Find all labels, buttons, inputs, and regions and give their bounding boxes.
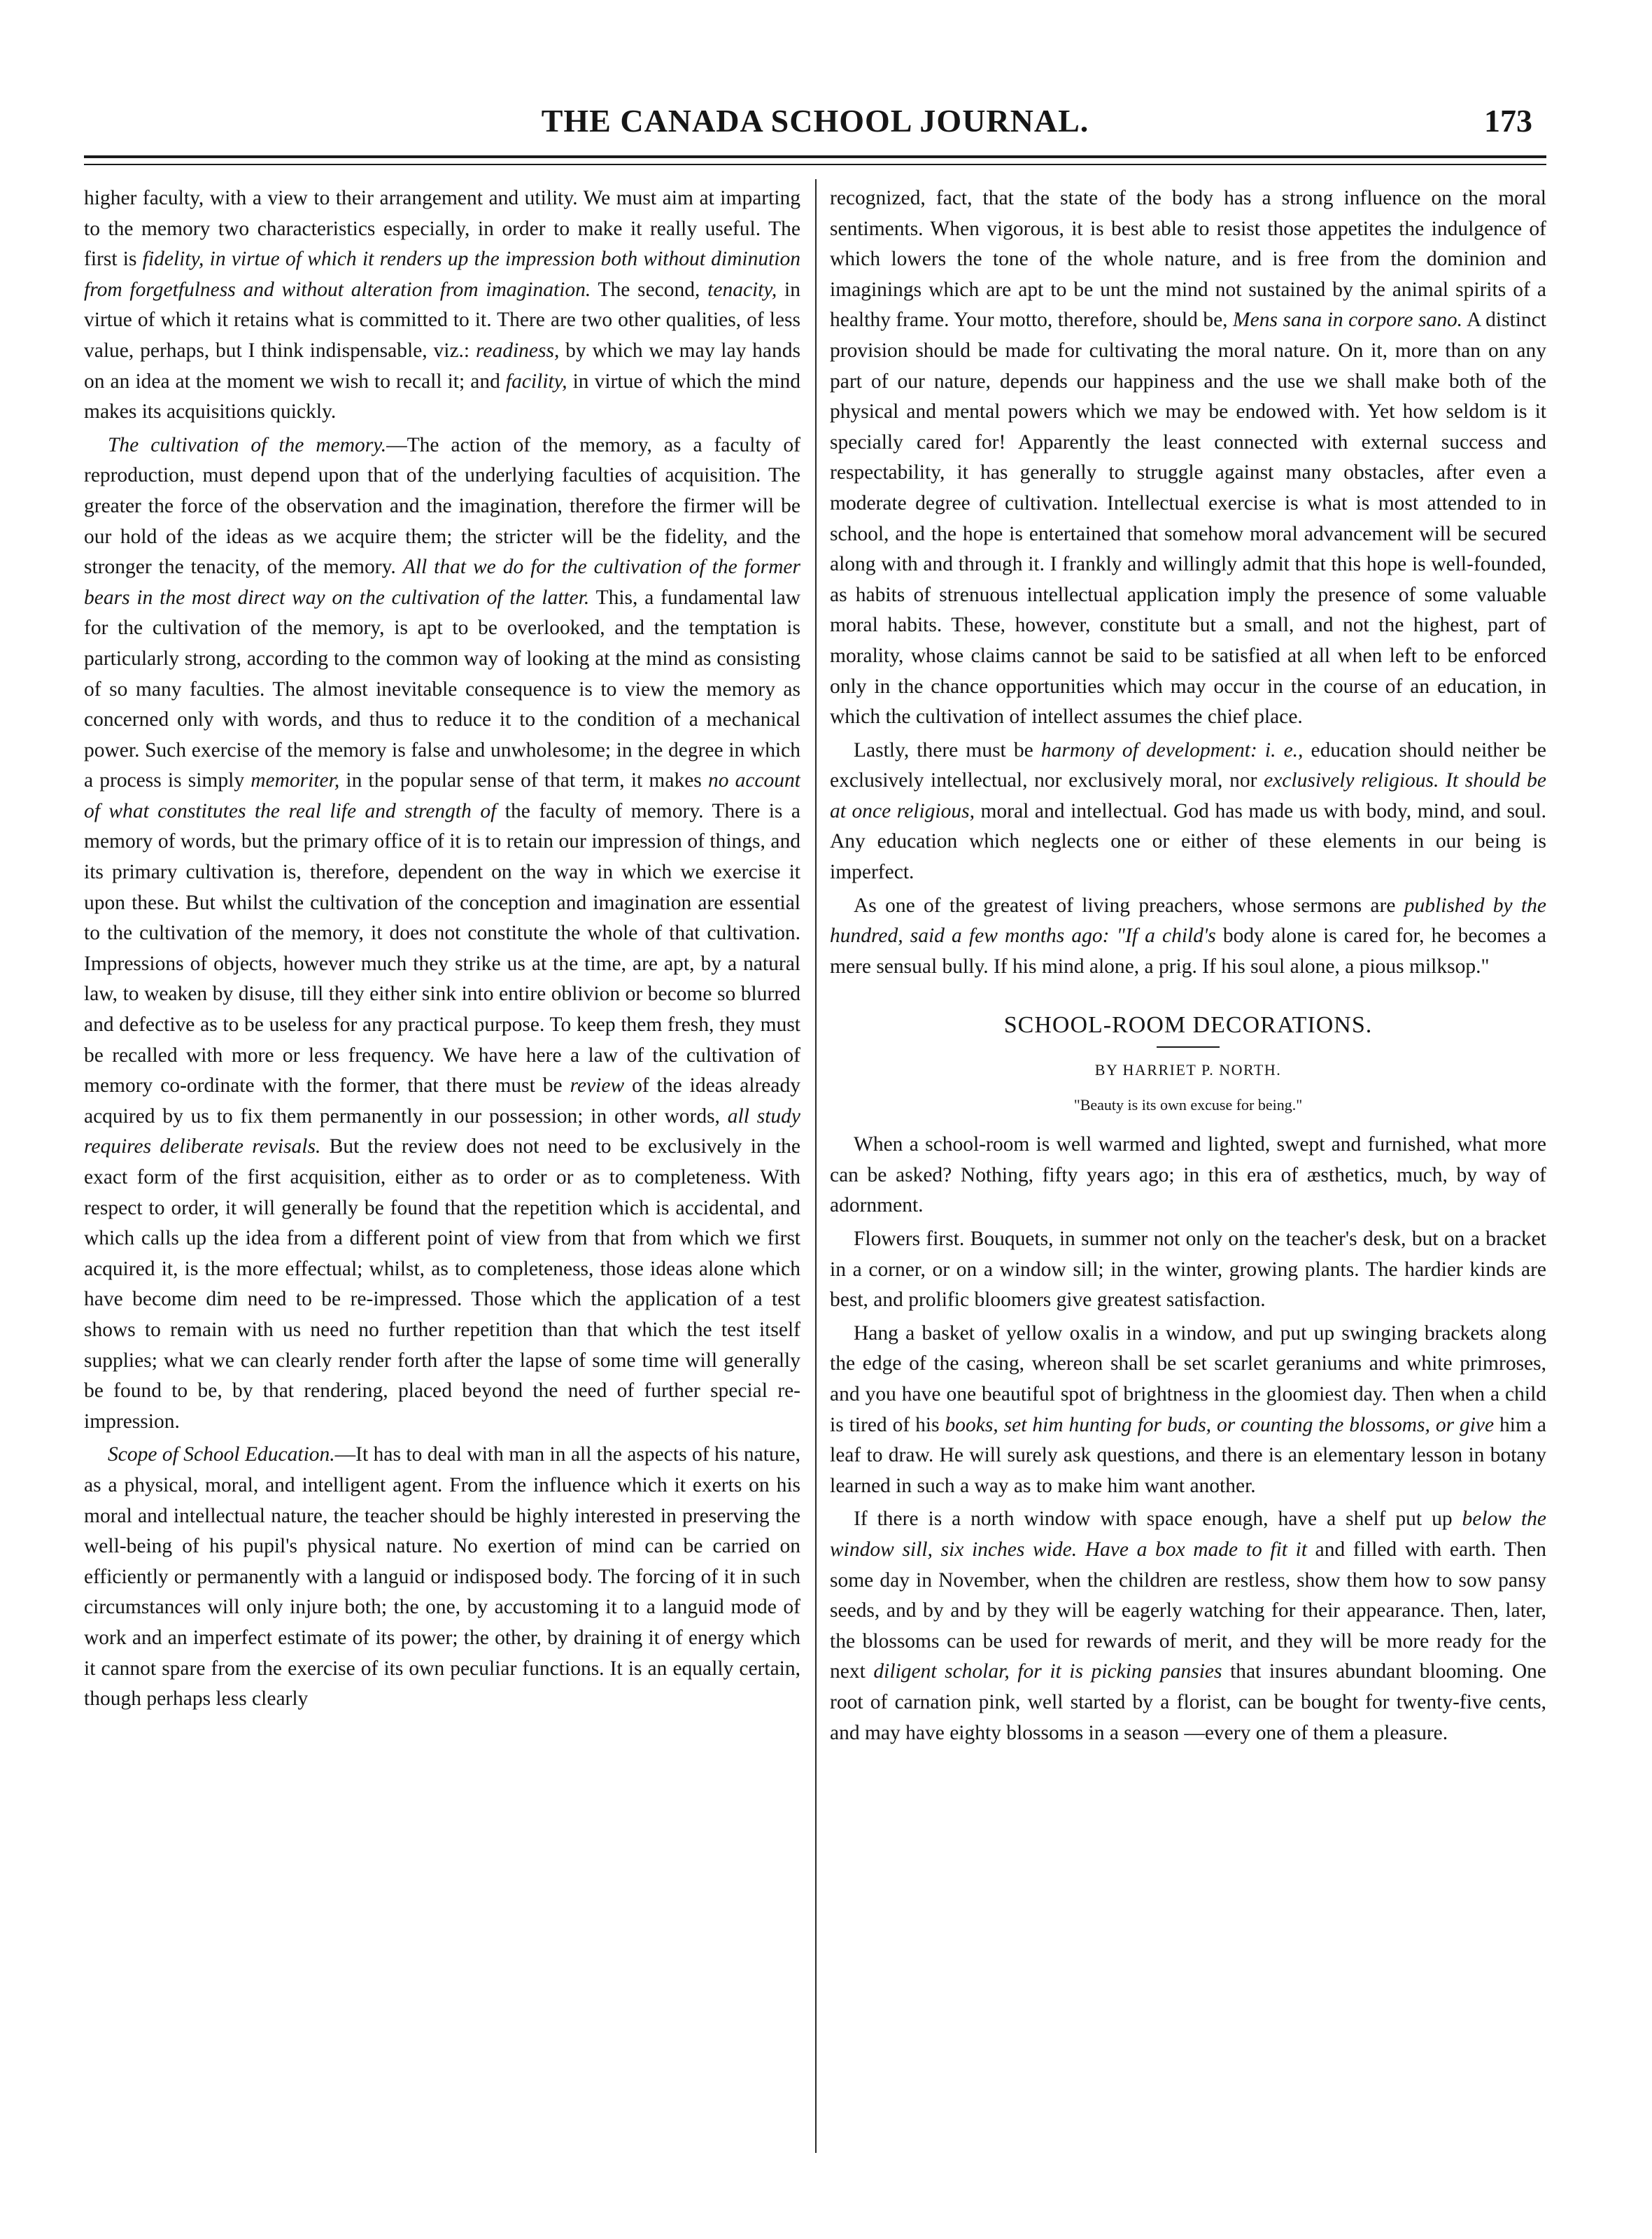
north-window-paragraph: If there is a north window with space enough, have a shelf put up below the window sill, six inches wide. Have a box made to fit it and filled with earth. Then some day in November, when the children are restless, show them how to sow pansy seeds, and by and by they will be eagerly watching for their appearance. Then, later, the blossoms can be used for rewards of merit, and they will be more ready for the next diligent scholar, for it is picking pansies that insures abundant blooming. One root of carnation pink, well started by a florist, can be bought for twenty-five cents, and may have eighty blossoms in a season —every one of them a pleasure. bbox=[830, 1508, 1546, 1744]
harmony-paragraph: Lastly, there must be harmony of development: i. e., education should neither be exclusively intellectual, nor exclusively moral, nor exclusively religious. It should be at once religious, moral and intellectual. God has made us with body, mind, and soul. Any education which neglects one or either of these elements in our being is imperfect. bbox=[830, 738, 1546, 884]
left-column bbox=[84, 183, 800, 2199]
page-header bbox=[84, 98, 1546, 148]
memory-qualities-paragraph: higher faculty, with a view to their arrangement and utility. We must aim at imparting to the memory two characteristics especially, in order to make it really useful. The first is fidelity, in virtue of which it renders up the impression both without diminution from forgetfulness and without alteration from imagination. The second, tenacity, in virtue of which it retains what is committed to it. There are two other qualities, of less value, perhaps, but I think indispensable, viz.: readiness, by which we may lay hands on an idea at the moment we wish to recall it; and facility, in virtue of which the mind makes its acquisitions quickly. bbox=[84, 187, 800, 423]
cultivation-of-memory-paragraph: The cultivation of the memory.—The action of the memory, as a faculty of reproduction, must depend upon that of the underlying faculties of acquisition. The greater the force of the observation and the imagination, therefore the firmer will be our hold of the ideas as we acquire them; the stricter will be the fidelity, and the stronger the tenacity, of the memory. All that we do for the cultivation of the former bears in the most direct way on the cultivation of the latter. This, a fundamental law for the cultivation of the memory, is apt to be overlooked, and the temptation is particularly strong, according to the common way of looking at the mind as consisting of so many faculties. The almost inevitable consequence is to view the memory as concerned only with words, and thus to reduce it to the condition of a mechanical power. Such exercise of the memory is false and unwholesome; in the degree in which a process is simply memoriter, in the popular sense of that term, it makes no account of what constitutes the real life and strength of the faculty of memory. There is a memory of words, but the primary office of it is to retain our impression of things, and its primary cultivation is, therefore, dependent on the way in which we exercise it upon these. But whilst the cultivation of the conception and imagination are essential to the cultivation of the memory, it does not constitute the whole of that cultivation. Impressions of objects, however much they strike us at the time, are apt, by a natural law, to weaken by disuse, till they either sink into entire oblivion or become so blurred and defective as to be useless for any practical purpose. To keep them fresh, they must be recalled with more or less frequency. We have here a law of the cultivation of memory co-ordinate with the former, that there must be review of the ideas already acquired by us to fix them permanently in our possession; in other words, all study requires deliberate revisals. But the review does not need to be exclusively in the exact form of the first acquisition, either as to order or as to completeness. With respect to order, it will generally be found that the repetition which is accidental, and which calls up the idea from a different point of view from that from which we first acquired it, is the more effectual; whilst, as to completeness, those ideas alone which have become dim need to be re-impressed. Those which the application of a test shows to remain with us need no further repetition than that which the test itself supplies; what we can clearly render forth after the lapse of some time will generally be found to be, by that rendering, placed beyond the need of further special re-impression. bbox=[84, 433, 800, 1433]
epigraph: "Beauty is its own excuse for being." bbox=[1073, 1095, 1303, 1114]
page-number: 173 bbox=[1484, 103, 1532, 139]
header-rule-thick bbox=[84, 155, 1546, 158]
cultivation-heading: The cultivation of the memory. bbox=[108, 433, 387, 456]
byline: BY HARRIET P. NORTH. bbox=[1094, 1061, 1282, 1079]
flowers-paragraph: Flowers first. Bouquets, in summer not only on the teacher's desk, but on a bracket in a corner, or on a window sill; in the winter, growing plants. The hardier kinds are best, and prolific bloomers give greatest satisfaction. bbox=[830, 1228, 1546, 1312]
preacher-quote-paragraph: As one of the greatest of living preachers, whose sermons are published by the hundred, said a few months ago: "If a child's body alone is cared for, he becomes a mere sensual bully. If his mind alone, a prig. If his soul alone, a pious milksop." bbox=[830, 894, 1546, 978]
right-column bbox=[830, 183, 1546, 2199]
oxalis-basket-paragraph: Hang a basket of yellow oxalis in a window, and put up swinging brackets along the edge of the casing, whereon shall be set scarlet geraniums and white primroses, and you have one beautiful spot of brightness in the gloomiest day. Then when a child is tired of his books, set him hunting for buds, or counting the blossoms, or give him a leaf to draw. He will surely ask questions, and there is an elementary lesson in botany learned in such a way as to make him want another. bbox=[830, 1321, 1546, 1497]
title-rule bbox=[1157, 1046, 1220, 1048]
decorations-intro-paragraph: When a school-room is well warmed and lighted, swept and furnished, what more can be asked? Nothing, fifty years ago; in this era of æsthetics, much, by way of adornment. bbox=[830, 1133, 1546, 1217]
column-divider bbox=[815, 179, 817, 2153]
running-title: THE CANADA SCHOOL JOURNAL. bbox=[541, 103, 1089, 139]
section-title: SCHOOL-ROOM DECORATIONS. bbox=[1003, 1012, 1373, 1039]
moral-nature-paragraph: recognized, fact, that the state of the body has a strong influence on the moral sentiments. When vigorous, it is best able to resist those appetites the indulgence of which lowers the tone of the whole nature, and is free from the dominion and imaginings which are apt to be unt the mind not sustained by the animal spirits of a healthy frame. Your motto, therefore, should be, Mens sana in corpore sano. A distinct provision should be made for cultivating the moral nature. On it, more than on any part of our nature, depends our happiness and the use we shall make both of the physical and mental powers which we may be endowed with. Yet how seldom is it specially cared for! Apparently the least connected with external success and respectability, it has generally to struggle against many obstacles, after even a moderate degree of cultivation. Intellectual exercise is what is most attended to in school, and the hope is entertained that somehow moral advancement will be secured along with and through it. I frankly and willingly admit that this hope is well-founded, as habits of strenuous intellectual application imply the presence of some valuable moral habits. These, however, constitute but a small, and not the highest, part of morality, whose claims cannot be said to be satisfied at all when left to be enforced only in the chance opportunities which may occur in the course of an education, in which the cultivation of intellect assumes the chief place. bbox=[830, 187, 1546, 729]
scope-of-education-paragraph: Scope of School Education.—It has to deal with man in all the aspects of his nature, as a physical, moral, and intelligent agent. From the influence which it exerts on his moral and intellectual nature, the teacher should be highly interested in preserving the well-being of his pupil's physical nature. No exertion of mind can be carried on efficiently or permanently with a languid or indisposed body. The forcing of it in such circumstances will only injure both; the one, by accustoming it to a languid mode of work and an imperfect estimate of its power; the other, by draining it of energy which it cannot spare from the exercise of its own peculiar functions. It is an equally certain, though perhaps less clearly bbox=[84, 1443, 800, 1711]
scope-heading: Scope of School Education. bbox=[108, 1443, 335, 1466]
header-rule-thin bbox=[84, 164, 1546, 165]
